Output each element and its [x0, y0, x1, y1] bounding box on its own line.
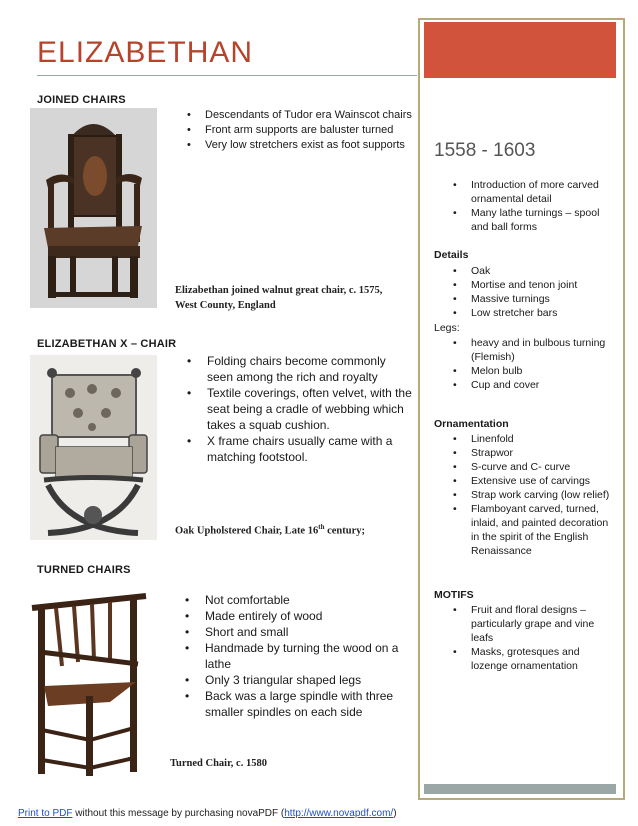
novapdf-link[interactable]: http://www.novapdf.com/: [284, 808, 394, 819]
list-item: • Textile coverings, often velvet, with the seat being a cradle of webbing which takes a squab cushion.: [180, 385, 412, 433]
caption-text: century;: [324, 525, 365, 537]
list-item: • Extensive use of carvings: [434, 474, 612, 488]
footer-notice: [18, 808, 397, 819]
list-item: • Mortise and tenon joint: [434, 278, 612, 292]
turned-chair-photo: [26, 590, 158, 780]
sidebar-bottom-bar: [424, 784, 616, 794]
list-item: • Low stretcher bars: [434, 306, 612, 320]
list-item: • Short and small: [178, 624, 413, 640]
page-title: ELIZABETHAN: [37, 36, 254, 69]
x-chair-image: [30, 355, 157, 540]
list-item: • Massive turnings: [434, 292, 612, 306]
joined-chair-image: [30, 108, 157, 308]
list-item: • Cup and cover: [434, 378, 612, 392]
caption-text: Oak Upholstered Chair, Late 16: [175, 525, 319, 537]
turned-chair-image: [26, 590, 158, 780]
list-item: • Fruit and floral designs – particularly grape and vine leafs: [434, 603, 612, 645]
list-item: • Folding chairs become commonly seen among the rich and royalty: [180, 353, 412, 385]
motifs-list: [434, 603, 612, 673]
joined-chair-caption: [175, 283, 415, 313]
ornamentation-heading: Ornamentation: [434, 418, 509, 430]
sidebar-frame: [418, 18, 625, 800]
x-chair-photo: [30, 355, 157, 540]
ornamentation-list: [434, 432, 612, 558]
turned-chairs-heading: TURNED CHAIRS: [37, 564, 131, 576]
turned-chair-caption: Turned Chair, c. 1580: [170, 758, 267, 769]
date-range: 1558 - 1603: [434, 140, 536, 161]
list-item: • Back was a large spindle with three smaller spindles on each side: [178, 688, 413, 720]
x-chair-list: [180, 353, 412, 465]
footer-close: ): [393, 808, 397, 819]
list-item: • X frame chairs usually came with a matching footstool.: [180, 433, 412, 465]
list-item: • Introduction of more carved ornamental detail: [434, 178, 612, 206]
details-list: [434, 264, 612, 320]
list-item: • Oak: [434, 264, 612, 278]
legs-list: [434, 336, 612, 392]
legs-label: Legs:: [434, 322, 460, 334]
print-to-pdf-link[interactable]: Print to PDF: [18, 808, 73, 819]
joined-chairs-list: [178, 108, 413, 153]
x-chair-heading: ELIZABETHAN X – CHAIR: [37, 338, 177, 350]
sidebar-intro-list: [434, 178, 612, 234]
list-item: • Handmade by turning the wood on a lathe: [178, 640, 413, 672]
details-heading: Details: [434, 249, 469, 261]
caption-line: Elizabethan joined walnut great chair, c. 1575,: [175, 285, 383, 296]
list-item: • Masks, grotesques and lozenge ornamentation: [434, 645, 612, 673]
caption-line: West County, England: [175, 300, 276, 311]
list-item: • Strap work carving (low relief): [434, 488, 612, 502]
list-item: • Melon bulb: [434, 364, 612, 378]
list-item: • Not comfortable: [178, 592, 413, 608]
motifs-heading: MOTIFS: [434, 589, 474, 601]
list-item: • S-curve and C- curve: [434, 460, 612, 474]
x-chair-caption: [175, 520, 415, 539]
list-item: • Strapwor: [434, 446, 612, 460]
joined-chair-photo: [30, 108, 157, 308]
list-item: • heavy and in bulbous turning (Flemish): [434, 336, 612, 364]
joined-chairs-heading: JOINED CHAIRS: [37, 94, 126, 106]
caption-superscript: th: [318, 523, 325, 531]
list-item: • Many lathe turnings – spool and ball forms: [434, 206, 612, 234]
list-item: • Flamboyant carved, turned, inlaid, and painted decoration in the spirit of the English Renaissance: [434, 502, 612, 558]
list-item: • Front arm supports are baluster turned: [178, 123, 413, 138]
turned-chairs-list: [178, 592, 413, 720]
sidebar-color-block: [424, 22, 616, 78]
list-item: • Made entirely of wood: [178, 608, 413, 624]
title-divider: [37, 75, 417, 76]
list-item: • Only 3 triangular shaped legs: [178, 672, 413, 688]
list-item: • Very low stretchers exist as foot supports: [178, 138, 413, 153]
footer-text: without this message by purchasing novaPDF (: [72, 808, 285, 819]
list-item: • Linenfold: [434, 432, 612, 446]
list-item: • Descendants of Tudor era Wainscot chairs: [178, 108, 413, 123]
